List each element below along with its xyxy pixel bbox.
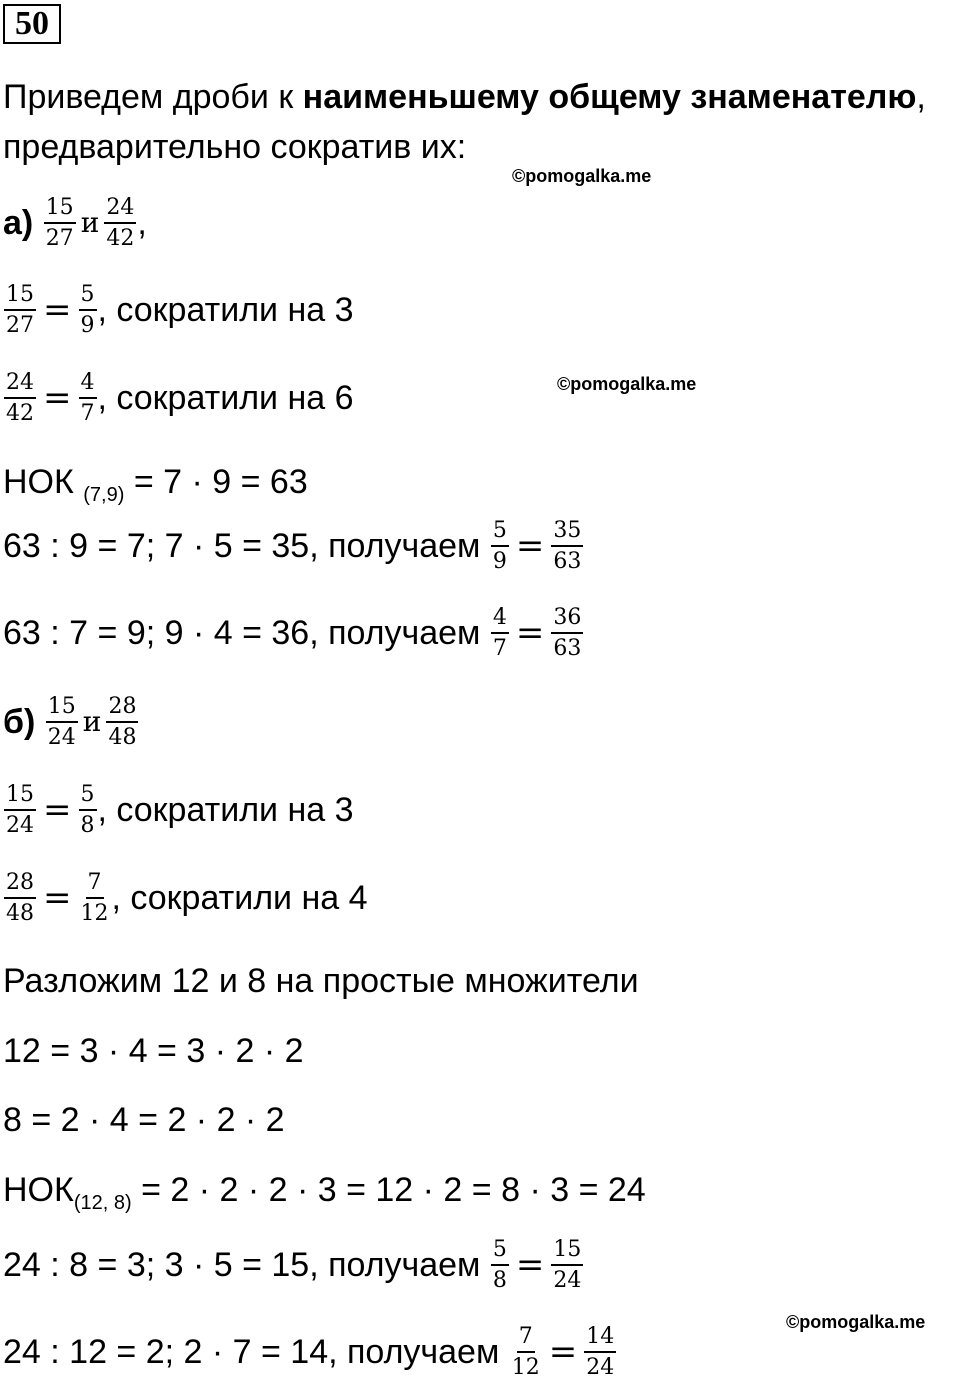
convert-text: 24 : 12 = 2; 2 · 7 = 14, получаем [3,1333,509,1372]
denominator: 7 [80,401,95,427]
denominator: 9 [80,313,95,339]
reduce-note: , сократили на 3 [97,291,354,330]
denominator: 7 [492,636,507,662]
numerator: 4 [491,606,509,634]
part-b-reduce-1 [3,783,354,837]
equals-sign: = [515,613,545,654]
equals-sign: = [515,526,545,567]
part-a-convert-1 [3,519,584,573]
fraction [4,283,36,337]
denominator: 48 [6,901,34,927]
lcm-expression: = 2 · 2 · 2 · 3 = 12 · 2 = 8 · 3 = 24 [131,1171,646,1209]
factorization-12: 12 = 3 · 4 = 3 · 2 · 2 [3,1032,304,1070]
part-a-label: а) [3,204,34,243]
fraction [79,783,97,837]
intro-line-1 [3,80,926,114]
denominator: 24 [47,725,76,751]
denominator: 48 [108,725,137,751]
numerator: 5 [491,1238,509,1266]
fraction [104,196,136,250]
fraction [4,783,36,837]
denominator: 9 [492,549,507,575]
denominator: 24 [586,1355,615,1381]
fraction [79,283,97,337]
factor-intro: Разложим 12 и 8 на простые множители [3,962,639,1000]
numerator: 24 [104,196,136,224]
fraction [4,871,36,925]
lcm-subscript: (12, 8) [73,1192,132,1214]
fraction [491,519,509,573]
lcm-label: НОК [3,463,84,501]
denominator: 63 [553,549,582,575]
numerator: 15 [4,783,36,811]
numerator: 28 [106,695,138,723]
fraction [551,519,583,573]
comma: , [137,204,147,243]
denominator: 42 [106,226,135,252]
equals-sign: = [43,790,72,831]
reduce-note: , сократили на 4 [111,879,368,918]
fraction [4,371,36,425]
watermark-1: ©pomogalka.me [512,166,652,186]
part-b-label: б) [3,703,36,742]
numerator: 5 [79,783,97,811]
equals-sign: = [43,290,72,331]
fraction [44,196,76,250]
part-b-convert-1 [3,1238,584,1292]
numerator: 4 [79,371,97,399]
fraction [79,871,111,925]
denominator: 27 [45,226,74,252]
conjunction: и [82,705,102,739]
equals-sign: = [515,1245,545,1286]
reduce-note: , сократили на 6 [97,379,354,418]
part-b-convert-2 [3,1325,617,1379]
part-b-header [3,695,139,749]
numerator: 36 [551,606,583,634]
convert-text: 63 : 7 = 9; 9 · 4 = 36, получаем [3,614,490,653]
task-number: 50 [3,4,61,44]
fraction [491,1238,509,1292]
lcm-subscript: (7,9) [83,484,125,506]
intro-bold-term: наименьшему общему знаменателю [302,78,917,116]
denominator: 24 [553,1268,582,1294]
intro-line-2: предварительно сократив их: [3,128,467,166]
fraction [551,1238,583,1292]
intro-text-2: , [916,78,926,116]
part-a-reduce-1 [3,283,354,337]
numerator: 7 [86,871,104,899]
conjunction: и [80,206,100,240]
equals-sign: = [43,878,72,919]
denominator: 42 [6,401,34,427]
numerator: 5 [79,283,97,311]
denominator: 24 [6,813,34,839]
numerator: 7 [517,1325,535,1353]
fraction [551,606,583,660]
watermark-3: ©pomogalka.me [786,1312,926,1332]
convert-text: 24 : 8 = 3; 3 · 5 = 15, получаем [3,1246,490,1285]
denominator: 12 [80,901,109,927]
watermark-2: ©pomogalka.me [557,374,697,394]
numerator: 15 [551,1238,583,1266]
part-a-header [3,196,147,250]
fraction [79,371,97,425]
denominator: 8 [80,813,95,839]
fraction [491,606,509,660]
denominator: 8 [492,1268,507,1294]
numerator: 15 [44,196,76,224]
numerator: 15 [46,695,78,723]
fraction [106,695,138,749]
convert-text: 63 : 9 = 7; 7 · 5 = 35, получаем [3,527,490,566]
equals-sign: = [43,378,72,419]
numerator: 14 [584,1325,616,1353]
part-b-reduce-2 [3,871,368,925]
numerator: 35 [551,519,583,547]
factorization-8: 8 = 2 · 4 = 2 · 2 · 2 [3,1101,285,1139]
numerator: 5 [491,519,509,547]
part-a-reduce-2 [3,371,354,425]
fraction [510,1325,542,1379]
fraction [584,1325,616,1379]
denominator: 12 [511,1355,540,1381]
lcm-expression: = 7 · 9 = 63 [124,463,308,501]
numerator: 24 [4,371,36,399]
reduce-note: , сократили на 3 [97,791,354,830]
denominator: 63 [553,636,582,662]
part-a-convert-2 [3,606,584,660]
intro-text-1: Приведем дроби к [3,78,303,116]
fraction [46,695,78,749]
denominator: 27 [6,313,34,339]
part-a-lcm [3,465,308,505]
lcm-label: НОК [3,1171,74,1209]
numerator: 28 [4,871,36,899]
numerator: 15 [4,283,36,311]
equals-sign: = [548,1332,578,1373]
part-b-lcm [3,1173,646,1213]
